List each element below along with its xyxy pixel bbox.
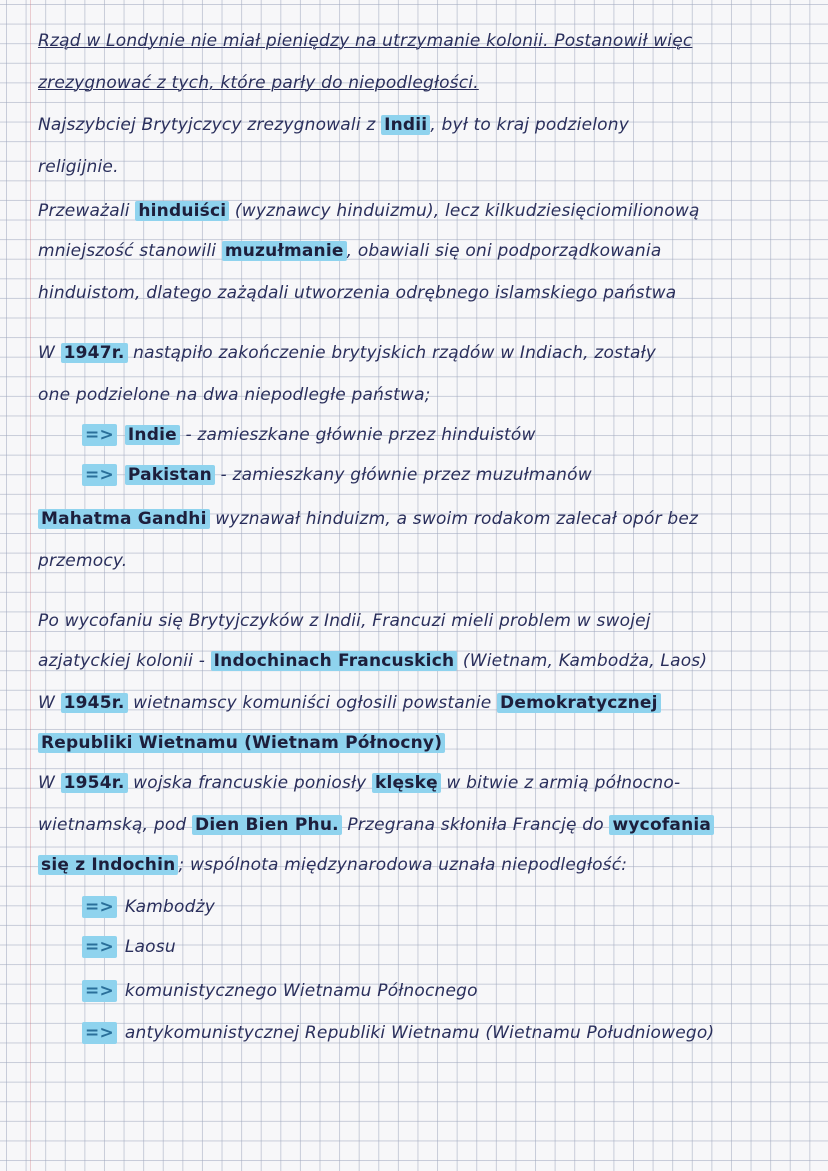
p3-item-indie: => Indie - zamieszkane głównie przez hinduistów (82, 424, 820, 446)
margin-line (30, 0, 31, 1171)
highlight-muzulmanie: muzułmanie (222, 241, 347, 261)
p5-item-wietnam-polnocny: => komunistycznego Wietnamu Północnego (82, 980, 820, 1002)
p1-line-1: Rząd w Londynie nie miał pieniędzy na utrzymanie kolonii. Postanowił więc (38, 31, 693, 51)
highlight-indii: Indii (381, 115, 430, 135)
p5-item-laos: => Laosu (82, 936, 820, 958)
p5-line-2: azjatyckiej kolonii - Indochinach Francuskich (Wietnam, Kambodża, Laos) (38, 651, 708, 671)
p5-line-5: W 1954r. wojska francuskie poniosły klęskę w bitwie z armią północno- (38, 773, 681, 793)
arrow-icon: => (82, 896, 117, 918)
p2-line-3: hinduistom, dlatego zażądali utworzenia odrębnego islamskiego państwa (38, 283, 677, 303)
p5-line-7: się z Indochin ; wspólnota międzynarodowa uznała niepodległość: (38, 854, 820, 876)
p4-line-2: przemocy. (38, 551, 128, 571)
arrow-icon: => (82, 424, 117, 446)
arrow-icon: => (82, 464, 117, 486)
p5-line-6: wietnamską, pod Dien Bien Phu. Przegrana skłoniła Francję do wycofania (38, 814, 820, 836)
p5-item-kambodza: => Kambodży (82, 896, 820, 918)
p5-item-wietnam-poludniowy: => antykomunistycznej Republiki Wietnamu (Wietnamu Południowego) (82, 1022, 820, 1044)
highlight-hindusi: hinduiści (135, 201, 229, 221)
p5-line-4: Republiki Wietnamu (Wietnam Północny) (38, 732, 820, 754)
p3-line-2: one podzielone na dwa niepodległe państwa; (38, 385, 431, 405)
p2-line-2: mniejszość stanowili muzułmanie , obawiali się oni podporządkowania (38, 241, 662, 261)
highlight-1947: 1947r. (61, 343, 128, 363)
p5-line-1: Po wycofaniu się Brytyjczyków z Indii, Francuzi mieli problem w swojej (38, 611, 651, 631)
p2-line-1: Przeważali hinduiści (wyznawcy hinduizmu), lecz kilkudziesięciomilionową (38, 201, 700, 221)
p1-line-4: religijnie. (38, 157, 119, 177)
arrow-icon: => (82, 980, 117, 1002)
arrow-icon: => (82, 936, 117, 958)
p3-item-pakistan: => Pakistan - zamieszkany głównie przez muzułmanów (82, 464, 820, 486)
p1-line-3: Najszybciej Brytyjczycy zrezygnowali z Indii , był to kraj podzielony (38, 115, 629, 135)
p5-line-3: W 1945r. wietnamscy komuniści ogłosili powstanie Demokratycznej (38, 692, 820, 714)
highlight-indochiny: Indochinach Francuskich (211, 651, 458, 671)
p4-line-1: Mahatma Gandhi wyznawał hinduizm, a swoim rodakom zalecał opór bez (38, 508, 820, 530)
p3-line-1: W 1947r. nastąpiło zakończenie brytyjskich rządów w Indiach, zostały (38, 343, 656, 363)
arrow-icon: => (82, 1022, 117, 1044)
p1-line-2: zrezygnować z tych, które parły do niepodległości. (38, 73, 479, 93)
highlight-gandhi: Mahatma Gandhi (38, 509, 210, 529)
